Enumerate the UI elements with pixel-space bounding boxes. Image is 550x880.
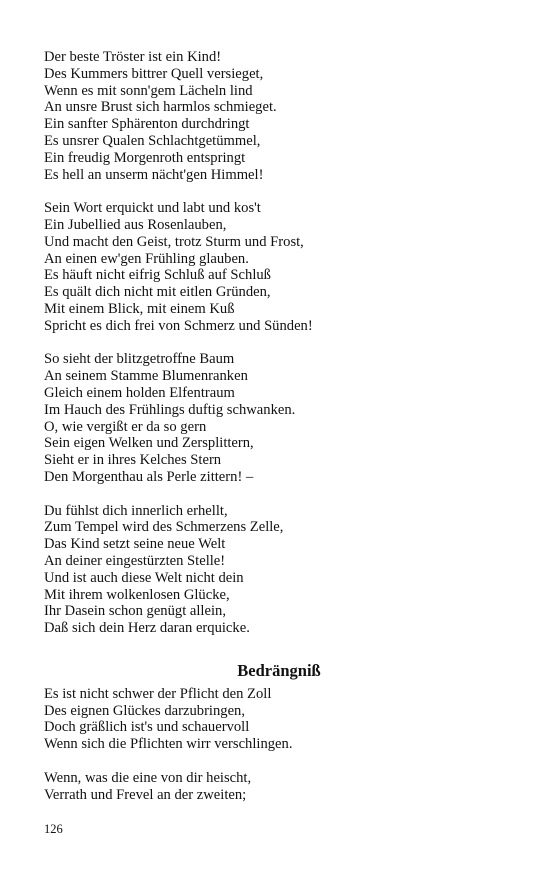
page-number: 126 — [44, 822, 63, 836]
verse-line: Sein Wort erquickt und labt und kos't — [44, 200, 261, 217]
verse-line: Du fühlst dich innerlich erhellt, — [44, 502, 228, 519]
poem-2 — [44, 661, 514, 804]
verse-line: Des eignen Glückes darzubringen, — [44, 702, 245, 719]
verse-line: Wenn sich die Pflichten wirr verschlingen. — [44, 736, 293, 753]
verse-line: Ihr Dasein schon genügt allein, — [44, 603, 226, 620]
verse-line: Den Morgenthau als Perle zittern! – — [44, 468, 254, 485]
verse-line: Daß sich dein Herz daran erquicke. — [44, 620, 250, 637]
verse-line: Es quält dich nicht mit eitlen Gründen, — [44, 284, 271, 301]
verse-line: Es häuft nicht eifrig Schluß auf Schluß — [44, 267, 271, 284]
verse-line: Es hell an unserm nächt'gen Himmel! — [44, 166, 264, 183]
verse-line: Ein freudig Morgenroth entspringt — [44, 149, 246, 166]
verse-line: Der beste Tröster ist ein Kind! — [44, 49, 222, 65]
verse-line: Doch gräßlich ist's und schauervoll — [44, 719, 250, 736]
verse-line: O, wie vergißt er da so gern — [44, 418, 207, 435]
verse-line: Wenn, was die eine von dir heischt, — [44, 769, 252, 786]
verse-line: Zum Tempel wird des Schmerzens Zelle, — [44, 519, 284, 536]
stanza — [44, 49, 514, 183]
verse-line: Wenn es mit sonn'gem Lächeln lind — [44, 82, 253, 99]
stanza — [44, 351, 514, 485]
verse-line: Sieht er in ihres Kelches Stern — [44, 452, 222, 469]
verse-line: Und macht den Geist, trotz Sturm und Frost, — [44, 233, 304, 250]
stanza — [44, 200, 514, 334]
verse-line: An seinem Stamme Blumenranken — [44, 368, 248, 385]
page-body — [44, 49, 514, 820]
verse-line: Mit ihrem wolkenlosen Glücke, — [44, 586, 230, 603]
verse-line: Spricht es dich frei von Schmerz und Sünden! — [44, 317, 313, 334]
verse-line: An deiner eingestürzten Stelle! — [44, 552, 226, 569]
verse-line: An unsre Brust sich harmlos schmieget. — [44, 99, 277, 116]
verse-line: Das Kind setzt seine neue Welt — [44, 536, 226, 553]
verse-line: Im Hauch des Frühlings duftig schwanken. — [44, 401, 296, 418]
stanza — [44, 503, 514, 637]
verse-line: Es ist nicht schwer der Pflicht den Zoll — [44, 685, 272, 702]
verse-line: Gleich einem holden Elfentraum — [44, 384, 235, 401]
verse-line: Ein sanfter Sphärenton durchdringt — [44, 116, 250, 133]
stanza — [44, 686, 514, 753]
verse-line: Verrath und Frevel an der zweiten; — [44, 786, 247, 803]
verse-line: An einen ew'gen Frühling glauben. — [44, 250, 249, 267]
poem-title: Bedrängniß — [237, 660, 321, 680]
verse-line: Ein Jubellied aus Rosenlauben, — [44, 216, 227, 233]
verse-line: Und ist auch diese Welt nicht dein — [44, 569, 244, 586]
verse-line: Es unsrer Qualen Schlachtgetümmel, — [44, 132, 261, 149]
verse-line: So sieht der blitzgetroffne Baum — [44, 351, 235, 368]
stanza — [44, 770, 514, 804]
poem-1 — [44, 49, 514, 637]
verse-line: Mit einem Blick, mit einem Kuß — [44, 300, 235, 317]
verse-line: Sein eigen Welken und Zersplittern, — [44, 435, 254, 452]
verse-line: Des Kummers bittrer Quell versieget, — [44, 65, 264, 82]
